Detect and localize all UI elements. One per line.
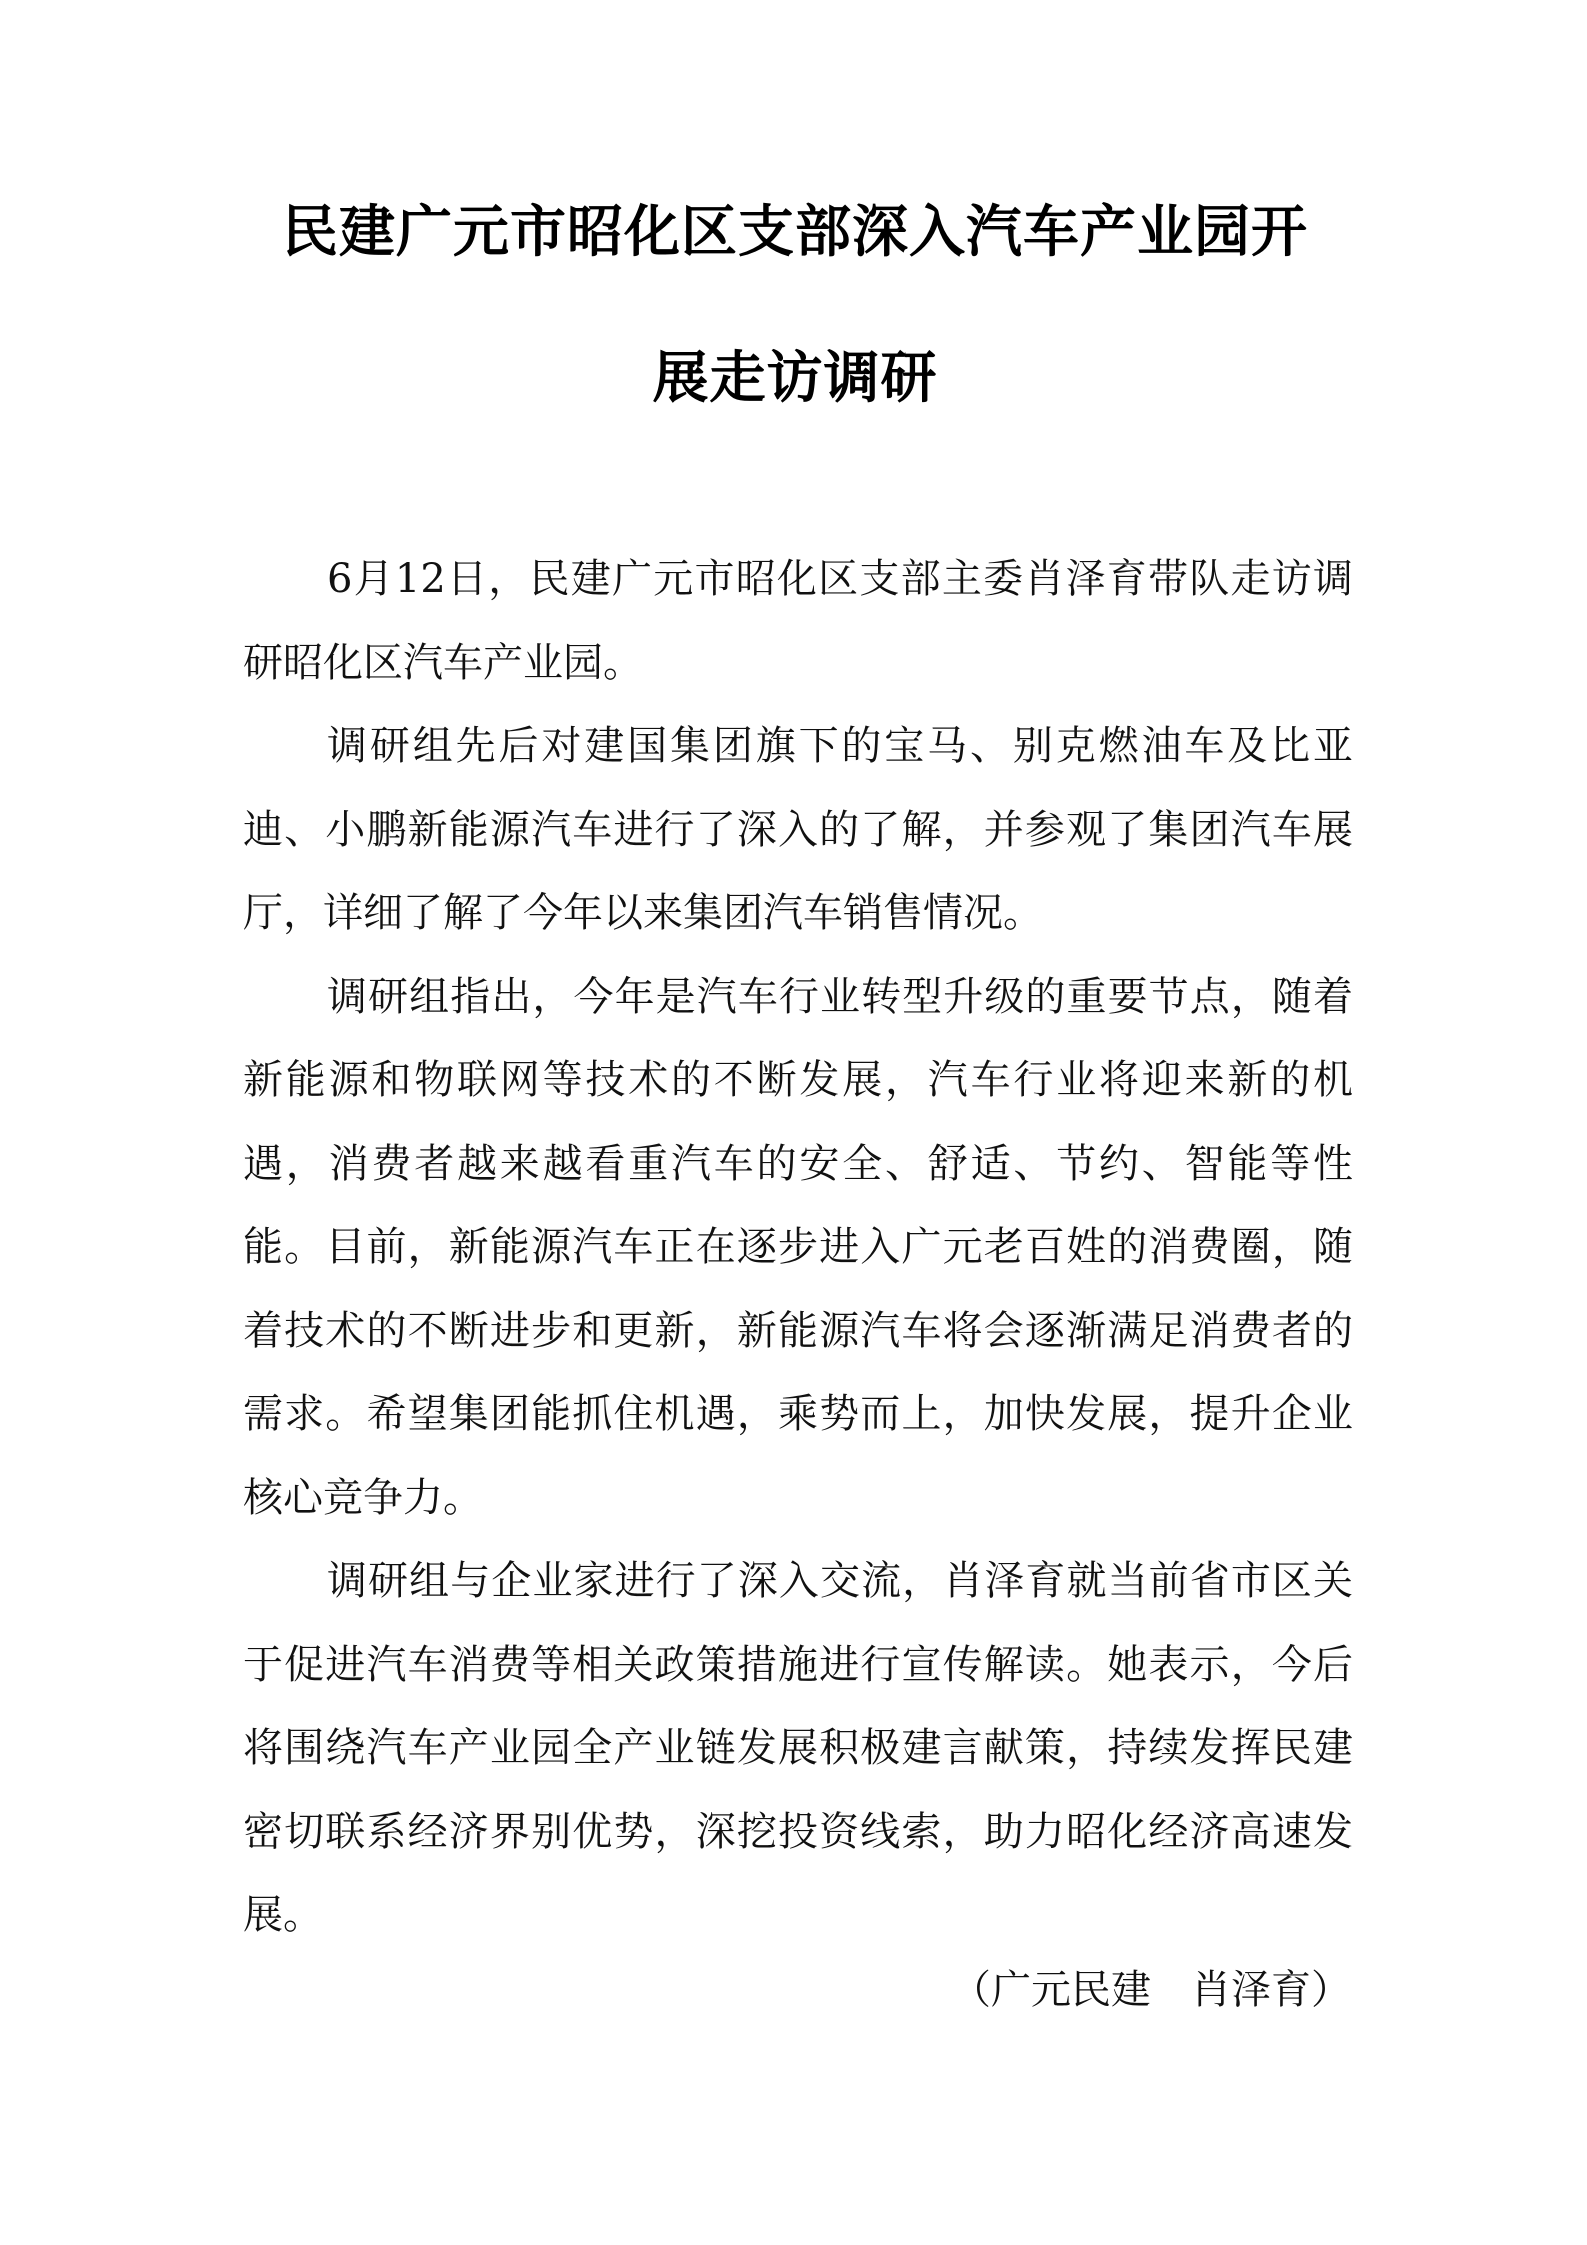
title-line-1: 民建广元市昭化区支部深入汽车产业园开 [282, 199, 1308, 265]
article-title [240, 200, 1350, 410]
title-line-2: 展走访调研 [652, 345, 938, 411]
paragraph-2: 调研组先后对建国集团旗下的宝马、别克燃油车及比亚迪、小鹏新能源汽车进行了深入的了解，并参观了集团汽车展厅，详细了解了今年以来集团汽车销售情况。 [243, 723, 1353, 936]
article-body [243, 538, 1353, 1958]
paragraph-1: 6月12日，民建广元市昭化区支部主委肖泽育带队走访调研昭化区汽车产业园。 [243, 556, 1353, 686]
paragraph-4: 调研组与企业家进行了深入交流，肖泽育就当前省市区关于促进汽车消费等相关政策措施进行宣传解读。她表示，今后将围绕汽车产业园全产业链发展积极建言献策，持续发挥民建密切联系经济界别优势，深挖投资线索，助力昭化经济高速发展。 [243, 1558, 1353, 1938]
paragraph-3: 调研组指出，今年是汽车行业转型升级的重要节点，随着新能源和物联网等技术的不断发展，汽车行业将迎来新的机遇，消费者越来越看重汽车的安全、舒适、节约、智能等性能。目前，新能源汽车正在逐步进入广元老百姓的消费圈，随着技术的不断进步和更新，新能源汽车将会逐渐满足消费者的需求。希望集团能抓住机遇，乘势而上，加快发展，提升企业核心竞争力。 [243, 973, 1353, 1521]
author-signature: （广元民建 肖泽育） [951, 1967, 1351, 2013]
